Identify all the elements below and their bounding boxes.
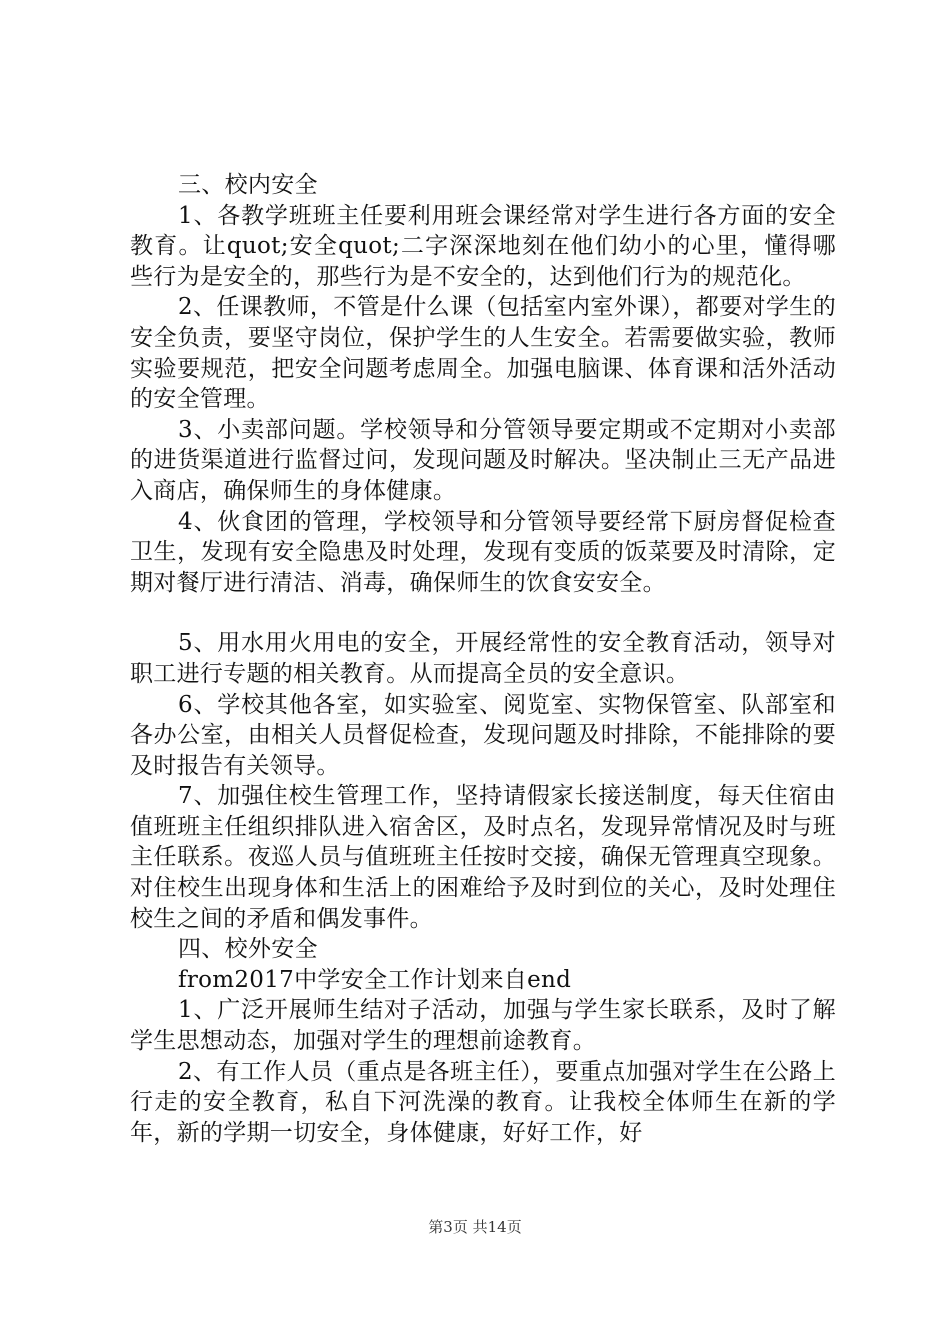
- paragraph-offcampus-item-1: 1、广泛开展师生结对子活动，加强与学生家长联系，及时了解学生思想动态，加强对学生的理想前途教育。: [130, 997, 836, 1055]
- section-heading-campus-safety: 三、校内安全: [178, 172, 318, 198]
- page-number-footer: 第3页 共14页: [428, 1218, 522, 1236]
- section-heading-off-campus-safety: 四、校外安全: [178, 936, 318, 963]
- paragraph-item-5: 5、用水用火用电的安全，开展经常性的安全教育活动，领导对职工进行专题的相关教育。从而提高全员的安全意识。: [130, 630, 836, 687]
- document-body: [130, 170, 836, 1148]
- paragraph-item-4: 4、伙食团的管理，学校领导和分管领导要经常下厨房督促检查卫生，发现有安全隐患及时处理，发现有变质的饭菜要及时清除，定期对餐厅进行清洁、消毒，确保师生的饮食安安全。: [130, 508, 836, 596]
- paragraph-item-1: 1、各教学班班主任要利用班会课经常对学生进行各方面的安全教育。让quot;安全quot;二字深深地刻在他们幼小的心里，懂得哪些行为是安全的，那些行为是不安全的，达到他们行为的规范化。: [130, 202, 836, 290]
- paragraph-item-2: 2、任课教师，不管是什么课（包括室内室外课），都要对学生的安全负责，要坚守岗位，保护学生的人生安全。若需要做实验，教师实验要规范，把安全问题考虑周全。加强电脑课、体育课和活外活动的安全管理。: [130, 294, 836, 413]
- paragraph-item-7: 7、加强住校生管理工作，坚持请假家长接送制度，每天住宿由值班班主任组织排队进入宿舍区，及时点名，发现异常情况及时与班主任联系。夜巡人员与值班班主任按时交接，确保无管理真空现象。对住校生出现身体和生活上的困难给予及时到位的关心，及时处理住校生之间的矛盾和偶发事件。: [130, 783, 836, 932]
- paragraph-gap: [130, 598, 836, 628]
- paragraph-offcampus-item-2: 2、有工作人员（重点是各班主任），要重点加强对学生在公路上行走的安全教育，私自下河洗澡的教育。让我校全体师生在新的学年，新的学期一切安全，身体健康，好好工作，好: [130, 1058, 836, 1146]
- source-note-line: from2017中学安全工作计划来自end: [178, 966, 572, 993]
- paragraph-item-3: 3、小卖部问题。学校领导和分管领导要定期或不定期对小卖部的进货渠道进行监督过问，发现问题及时解决。坚决制止三无产品进入商店，确保师生的身体健康。: [130, 416, 836, 504]
- paragraph-item-6: 6、学校其他各室，如实验室、阅览室、实物保管室、队部室和各办公室，由相关人员督促检查，发现问题及时排除，不能排除的要及时报告有关领导。: [130, 691, 836, 779]
